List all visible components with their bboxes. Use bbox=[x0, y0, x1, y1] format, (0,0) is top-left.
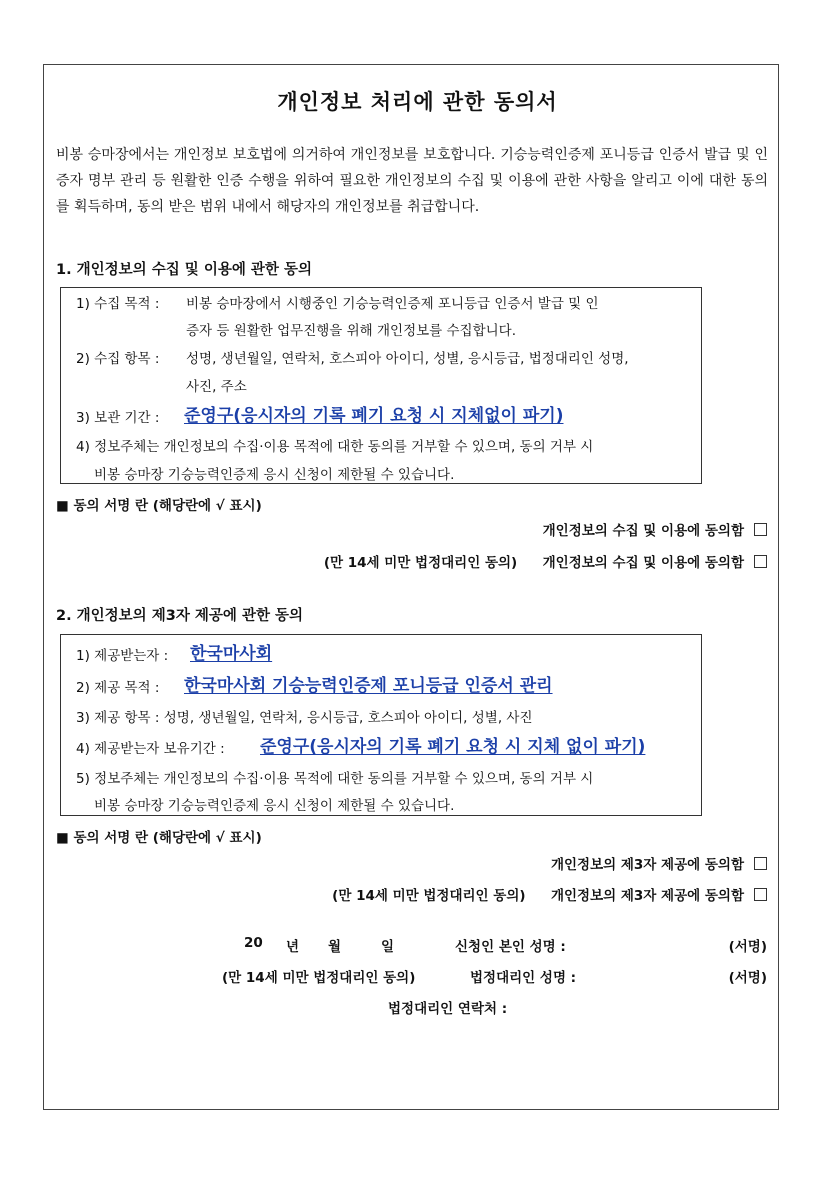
s2-item5-line1: 5) 정보주체는 개인정보의 수집·이용 목적에 대한 동의를 거부할 수 있으며, 동의 거부 시 bbox=[76, 771, 594, 787]
s2-consent-row1 bbox=[551, 853, 767, 873]
document-title: 개인정보 처리에 관한 동의서 bbox=[277, 90, 558, 114]
s1-item1-line2: 증자 등 원활한 업무진행을 위해 개인정보를 수집합니다. bbox=[186, 323, 516, 339]
sig-guardian-label: 법정대리인 성명 : bbox=[470, 970, 577, 986]
s2-retention-value: 준영구(응시자의 기록 폐기 요청 시 지체 없이 파기) bbox=[260, 737, 646, 757]
s1-consent2-checkbox[interactable] bbox=[754, 555, 767, 568]
s1-item2-label: 2) 수집 항목 : bbox=[76, 351, 160, 367]
s2-item5-line2: 비봉 승마장 기승능력인증제 응시 신청이 제한될 수 있습니다. bbox=[94, 798, 455, 814]
document-frame bbox=[43, 64, 779, 1110]
sig-applicant-label: 신청인 본인 성명 : bbox=[455, 939, 566, 955]
sig-year: 20 bbox=[244, 935, 263, 951]
s1-consent-row1 bbox=[543, 519, 767, 539]
sig-year-unit: 년 bbox=[286, 939, 300, 955]
sig-minor-label: (만 14세 미만 법정대리인 동의) bbox=[222, 970, 416, 986]
s2-purpose-value: 한국마사회 기승능력인증제 포니등급 인증서 관리 bbox=[184, 676, 553, 696]
s1-minor-label: (만 14세 미만 법정대리인 동의) bbox=[323, 555, 518, 571]
s2-consent1-checkbox[interactable] bbox=[754, 857, 767, 870]
s2-recipient-value: 한국마사회 bbox=[190, 644, 273, 664]
s1-item1-line1: 비봉 승마장에서 시행중인 기승능력인증제 포니등급 인증서 발급 및 인 bbox=[186, 296, 599, 312]
s1-item1-label: 1) 수집 목적 : bbox=[76, 296, 160, 312]
sig-guardian-sign[interactable]: (서명) bbox=[728, 970, 767, 986]
sig-day-unit: 일 bbox=[381, 939, 395, 955]
s2-consent-row2 bbox=[332, 884, 767, 904]
s1-item2-line1: 성명, 생년월일, 연락처, 호스피아 아이디, 성별, 응시등급, 법정대리인 성명, bbox=[186, 351, 629, 367]
section1-heading: 1. 개인정보의 수집 및 이용에 관한 동의 bbox=[56, 262, 312, 278]
s1-item4-line1: 4) 정보주체는 개인정보의 수집·이용 목적에 대한 동의를 거부할 수 있으며, 동의 거부 시 bbox=[76, 439, 594, 455]
s1-consent-row2 bbox=[324, 551, 767, 571]
s2-minor-label: (만 14세 미만 법정대리인 동의) bbox=[332, 888, 526, 904]
s1-consent1-label: 개인정보의 수집 및 이용에 동의함 bbox=[542, 523, 744, 539]
sig-guardian-contact: 법정대리인 연락처 : bbox=[388, 1001, 508, 1017]
s1-consent1-checkbox[interactable] bbox=[754, 523, 767, 536]
s2-item1-label: 1) 제공받는자 : bbox=[76, 648, 169, 664]
s1-item3-label: 3) 보관 기간 : bbox=[76, 410, 160, 426]
s1-consent2-label: 개인정보의 수집 및 이용에 동의함 bbox=[542, 555, 744, 571]
s2-consent1-label: 개인정보의 제3자 제공에 동의함 bbox=[550, 857, 744, 873]
s1-item2-line2: 사진, 주소 bbox=[186, 379, 247, 395]
s1-sign-heading: ■ 동의 서명 란 (해당란에 √ 표시) bbox=[56, 498, 262, 514]
s2-consent2-checkbox[interactable] bbox=[754, 888, 767, 901]
sig-month-unit: 월 bbox=[328, 939, 342, 955]
s2-consent2-label: 개인정보의 제3자 제공에 동의함 bbox=[550, 888, 744, 904]
intro-paragraph: 비봉 승마장에서는 개인정보 보호법에 의거하여 개인정보를 보호합니다. 기승능력인증제 포니등급 인증서 발급 및 인증자 명부 관리 등 원활한 인증 수행을 위하여 필요한 개인정보의 수집 및 이용에 관한 사항을 알리고 이에 대한 동의를 획득하며, 동의 받은 범위 내에서 해당자의 개인정보를 취급합니다. bbox=[56, 147, 768, 215]
s2-item4-label: 4) 제공받는자 보유기간 : bbox=[76, 741, 225, 757]
s1-item4-line2: 비봉 승마장 기승능력인증제 응시 신청이 제한될 수 있습니다. bbox=[94, 467, 455, 483]
section2-heading: 2. 개인정보의 제3자 제공에 관한 동의 bbox=[56, 608, 304, 624]
s2-item3: 3) 제공 항목 : 성명, 생년월일, 연락처, 응시등급, 호스피아 아이디, 성별, 사진 bbox=[76, 710, 533, 726]
s2-item2-label: 2) 제공 목적 : bbox=[76, 680, 160, 696]
s1-retention-value: 준영구(응시자의 기록 폐기 요청 시 지체없이 파기) bbox=[184, 406, 564, 426]
sig-applicant-sign[interactable]: (서명) bbox=[728, 939, 767, 955]
s2-sign-heading: ■ 동의 서명 란 (해당란에 √ 표시) bbox=[56, 830, 262, 846]
